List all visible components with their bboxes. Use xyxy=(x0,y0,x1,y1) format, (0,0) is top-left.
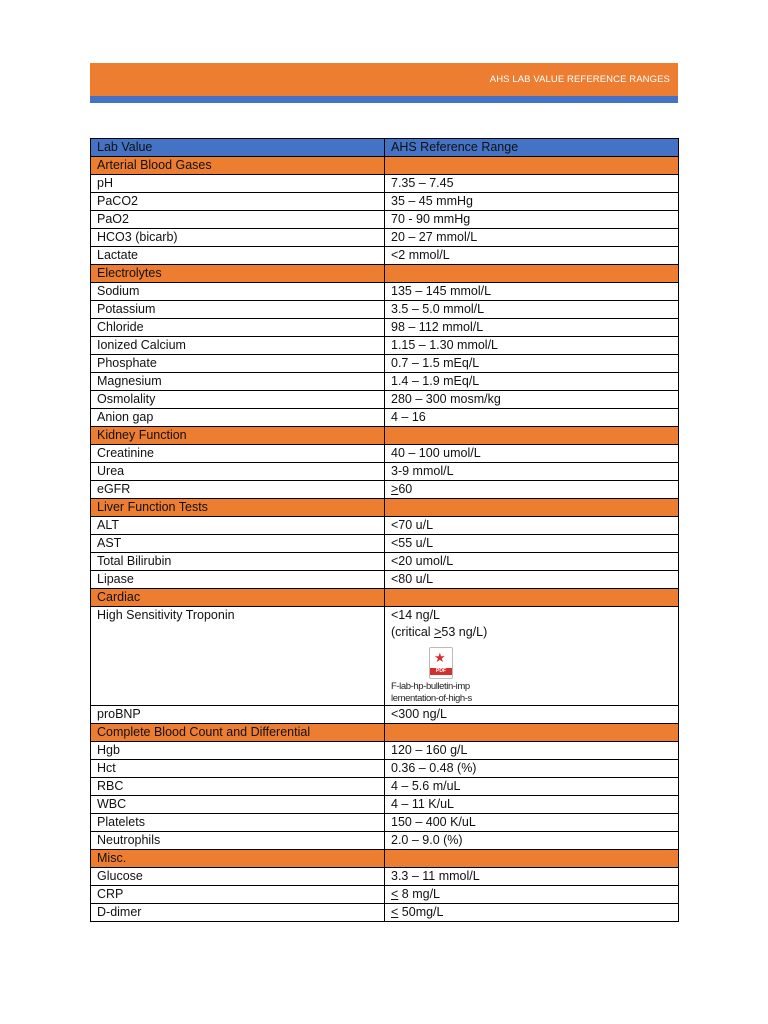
lab-name: Lipase xyxy=(91,571,385,589)
range-symbol: < xyxy=(391,887,399,901)
section-empty-cell xyxy=(385,265,679,283)
table-row xyxy=(91,760,679,778)
range-value: 8 mg/L xyxy=(398,887,440,901)
reference-range: 0.7 – 1.5 mEq/L xyxy=(385,355,679,373)
critical-value: 53 ng/L) xyxy=(441,625,488,639)
section-header-row xyxy=(91,724,679,742)
section-empty-cell xyxy=(385,499,679,517)
lab-name: Platelets xyxy=(91,814,385,832)
reference-range: 3-9 mmol/L xyxy=(385,463,679,481)
section-label: Cardiac xyxy=(91,589,385,607)
lab-name: ALT xyxy=(91,517,385,535)
lab-name: Sodium xyxy=(91,283,385,301)
section-header-row xyxy=(91,589,679,607)
column-header-lab-value: Lab Value xyxy=(91,139,385,157)
section-label: Kidney Function xyxy=(91,427,385,445)
table-row xyxy=(91,778,679,796)
table-row xyxy=(91,607,679,706)
reference-range: 7.35 – 7.45 xyxy=(385,175,679,193)
reference-range: <80 u/L xyxy=(385,571,679,589)
section-header-row xyxy=(91,157,679,175)
reference-range xyxy=(385,481,679,499)
reference-range: 0.36 – 0.48 (%) xyxy=(385,760,679,778)
table-row xyxy=(91,337,679,355)
lab-values-table xyxy=(90,138,679,922)
section-label: Complete Blood Count and Differential xyxy=(91,724,385,742)
lab-name: CRP xyxy=(91,886,385,904)
pdf-attachment[interactable] xyxy=(391,647,491,705)
table-row xyxy=(91,355,679,373)
reference-range: 4 – 5.6 m/uL xyxy=(385,778,679,796)
section-header-row xyxy=(91,499,679,517)
acrobat-glyph-icon: ★ xyxy=(434,650,446,665)
lab-name: Glucose xyxy=(91,868,385,886)
reference-range: 70 - 90 mmHg xyxy=(385,211,679,229)
range-value: 50mg/L xyxy=(398,905,444,919)
lab-name: Magnesium xyxy=(91,373,385,391)
column-header-reference-range: AHS Reference Range xyxy=(385,139,679,157)
table-row xyxy=(91,301,679,319)
reference-range: 4 – 16 xyxy=(385,409,679,427)
reference-range: 35 – 45 mmHg xyxy=(385,193,679,211)
table-row xyxy=(91,553,679,571)
header-rule xyxy=(90,96,678,103)
section-empty-cell xyxy=(385,850,679,868)
lab-name: Potassium xyxy=(91,301,385,319)
lab-name: High Sensitivity Troponin xyxy=(91,607,385,706)
range-symbol: < xyxy=(391,905,399,919)
lab-name: Anion gap xyxy=(91,409,385,427)
section-empty-cell xyxy=(385,724,679,742)
table-row xyxy=(91,283,679,301)
section-empty-cell xyxy=(385,589,679,607)
lab-name: RBC xyxy=(91,778,385,796)
reference-range: 98 – 112 mmol/L xyxy=(385,319,679,337)
table-row xyxy=(91,796,679,814)
critical-prefix: (critical xyxy=(391,625,435,639)
reference-range: 3.5 – 5.0 mmol/L xyxy=(385,301,679,319)
section-header-row xyxy=(91,850,679,868)
range-symbol: > xyxy=(391,482,399,496)
reference-range: 120 – 160 g/L xyxy=(385,742,679,760)
lab-name: HCO3 (bicarb) xyxy=(91,229,385,247)
reference-range: <20 umol/L xyxy=(385,553,679,571)
section-empty-cell xyxy=(385,157,679,175)
lab-name: Neutrophils xyxy=(91,832,385,850)
lab-name: Hct xyxy=(91,760,385,778)
table-row xyxy=(91,373,679,391)
section-header-row xyxy=(91,265,679,283)
critical-range-line xyxy=(391,624,678,641)
lab-name: PaCO2 xyxy=(91,193,385,211)
table-row xyxy=(91,814,679,832)
table-row xyxy=(91,445,679,463)
lab-name: D-dimer xyxy=(91,904,385,922)
pdf-badge-label: PDF xyxy=(430,668,452,675)
lab-name: Lactate xyxy=(91,247,385,265)
critical-symbol: > xyxy=(434,625,442,639)
table-row xyxy=(91,868,679,886)
table-row xyxy=(91,706,679,724)
table-row xyxy=(91,517,679,535)
pdf-file-name: F-lab-hp-bulletin-imp lementation-of-high-s xyxy=(391,681,472,704)
page-header-title: AHS LAB VALUE REFERENCE RANGES xyxy=(489,74,670,85)
table-row xyxy=(91,319,679,337)
lab-name: proBNP xyxy=(91,706,385,724)
lab-name: Chloride xyxy=(91,319,385,337)
lab-name: WBC xyxy=(91,796,385,814)
lab-name: eGFR xyxy=(91,481,385,499)
lab-name: AST xyxy=(91,535,385,553)
lab-name: pH xyxy=(91,175,385,193)
reference-range: <300 ng/L xyxy=(385,706,679,724)
section-header-row xyxy=(91,427,679,445)
table-row xyxy=(91,193,679,211)
range-line: <14 ng/L xyxy=(391,608,441,622)
section-label: Misc. xyxy=(91,850,385,868)
table-row xyxy=(91,409,679,427)
lab-name: Osmolality xyxy=(91,391,385,409)
table-row xyxy=(91,742,679,760)
reference-range: <70 u/L xyxy=(385,517,679,535)
section-label: Electrolytes xyxy=(91,265,385,283)
reference-range: 20 – 27 mmol/L xyxy=(385,229,679,247)
table-row xyxy=(91,175,679,193)
lab-name: Total Bilirubin xyxy=(91,553,385,571)
table-row xyxy=(91,832,679,850)
lab-name: Urea xyxy=(91,463,385,481)
section-label: Liver Function Tests xyxy=(91,499,385,517)
reference-range xyxy=(385,904,679,922)
lab-name: PaO2 xyxy=(91,211,385,229)
table-row xyxy=(91,535,679,553)
page-header-band xyxy=(90,63,678,96)
lab-name: Creatinine xyxy=(91,445,385,463)
section-label: Arterial Blood Gases xyxy=(91,157,385,175)
reference-range: 1.4 – 1.9 mEq/L xyxy=(385,373,679,391)
table-header-row xyxy=(91,139,679,157)
reference-range: 150 – 400 K/uL xyxy=(385,814,679,832)
lab-name: Ionized Calcium xyxy=(91,337,385,355)
table-row xyxy=(91,391,679,409)
range-value: 60 xyxy=(398,482,413,496)
reference-range: 40 – 100 umol/L xyxy=(385,445,679,463)
table-row xyxy=(91,247,679,265)
lab-name: Hgb xyxy=(91,742,385,760)
reference-range: 2.0 – 9.0 (%) xyxy=(385,832,679,850)
reference-range xyxy=(385,886,679,904)
table-row xyxy=(91,481,679,499)
table-row xyxy=(91,904,679,922)
reference-range: 135 – 145 mmol/L xyxy=(385,283,679,301)
reference-range: 280 – 300 mosm/kg xyxy=(385,391,679,409)
table-row xyxy=(91,463,679,481)
table-row xyxy=(91,886,679,904)
reference-range: 4 – 11 K/uL xyxy=(385,796,679,814)
lab-name: Phosphate xyxy=(91,355,385,373)
reference-range: 1.15 – 1.30 mmol/L xyxy=(385,337,679,355)
reference-range: 3.3 – 11 mmol/L xyxy=(385,868,679,886)
lab-values-table-body xyxy=(91,139,679,922)
pdf-file-icon xyxy=(429,647,453,679)
reference-range: <2 mmol/L xyxy=(385,247,679,265)
reference-range xyxy=(385,607,679,706)
table-row xyxy=(91,229,679,247)
table-row xyxy=(91,571,679,589)
reference-range: <55 u/L xyxy=(385,535,679,553)
section-empty-cell xyxy=(385,427,679,445)
table-row xyxy=(91,211,679,229)
